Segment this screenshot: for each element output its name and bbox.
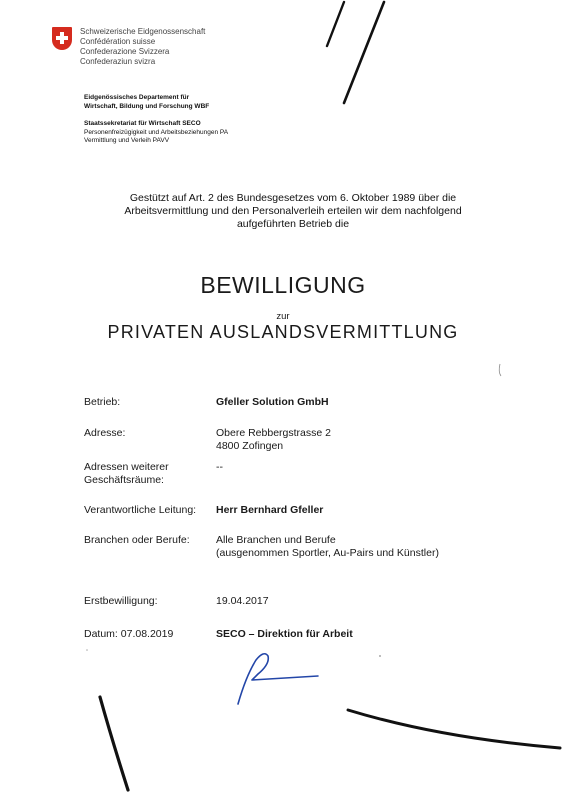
confederation-names — [80, 27, 205, 67]
secretariat-block — [84, 120, 228, 146]
signature-stroke — [238, 654, 318, 704]
weitere-label-line: Geschäftsräume: — [84, 474, 164, 486]
pencil-tick — [499, 364, 501, 376]
weitere-label — [84, 461, 169, 487]
adresse-line: 4800 Zofingen — [216, 440, 284, 452]
weitere-value: -- — [216, 461, 223, 473]
document-title: BEWILLIGUNG — [200, 272, 366, 298]
betrieb-label: Betrieb: — [84, 396, 121, 408]
document-subtitle: PRIVATEN AUSLANDSVERMITTLUNG — [107, 322, 459, 342]
branchen-label: Branchen oder Berufe: — [84, 534, 190, 546]
intro-paragraph — [60, 192, 526, 231]
ink-stroke-bottom-right — [348, 710, 560, 748]
confederation-line: Confédération suisse — [80, 37, 156, 46]
ink-stroke-top-left — [327, 2, 344, 46]
speck — [379, 655, 381, 657]
adresse-value — [216, 427, 331, 453]
erstbewilligung-value: 19.04.2017 — [216, 595, 269, 607]
secretariat-title: Staatssekretariat für Wirtschaft SECO — [84, 120, 201, 127]
speck — [86, 649, 88, 651]
ink-stroke-bottom-left — [100, 697, 128, 790]
branchen-line: Alle Branchen und Berufe — [216, 534, 336, 546]
confederation-line: Schweizerische Eidgenossenschaft — [80, 27, 206, 36]
secretariat-line: Vermittlung und Verleih PAVV — [84, 137, 170, 144]
ink-stroke-top-right — [344, 2, 384, 103]
adresse-label: Adresse: — [84, 427, 126, 439]
department-block — [84, 94, 209, 111]
branchen-value — [216, 534, 439, 560]
secretariat-line: Personenfreizügigkeit und Arbeitsbeziehungen PA — [84, 128, 229, 136]
erstbewilligung-label: Erstbewilligung: — [84, 595, 158, 607]
date-line: Datum: 07.08.2019 — [84, 628, 174, 640]
adresse-line: Obere Rebbergstrasse 2 — [216, 427, 331, 439]
title-connector: zur — [276, 311, 290, 322]
weitere-label-line: Adressen weiterer — [84, 461, 169, 473]
intro-line: Gestützt auf Art. 2 des Bundesgesetzes vom 6. Oktober 1989 über die — [129, 192, 457, 204]
department-line: Eidgenössisches Departement für — [84, 94, 190, 101]
intro-line: Arbeitsvermittlung und den Personalverleih erteilen wir dem nachfolgend — [124, 205, 462, 217]
confederation-line: Confederazione Svizzera — [80, 47, 170, 56]
intro-line: aufgeführten Betrieb die — [236, 218, 350, 230]
branchen-line: (ausgenommen Sportler, Au-Pairs und Künstler) — [216, 547, 439, 559]
betrieb-value: Gfeller Solution GmbH — [216, 396, 329, 408]
leitung-value: Herr Bernhard Gfeller — [216, 504, 324, 516]
department-line: Wirtschaft, Bildung und Forschung WBF — [84, 102, 210, 110]
issuing-authority: SECO – Direktion für Arbeit — [216, 628, 353, 640]
swiss-coat-of-arms-icon — [52, 27, 72, 50]
leitung-label: Verantwortliche Leitung: — [84, 504, 197, 516]
confederation-line: Confederaziun svizra — [80, 57, 156, 66]
